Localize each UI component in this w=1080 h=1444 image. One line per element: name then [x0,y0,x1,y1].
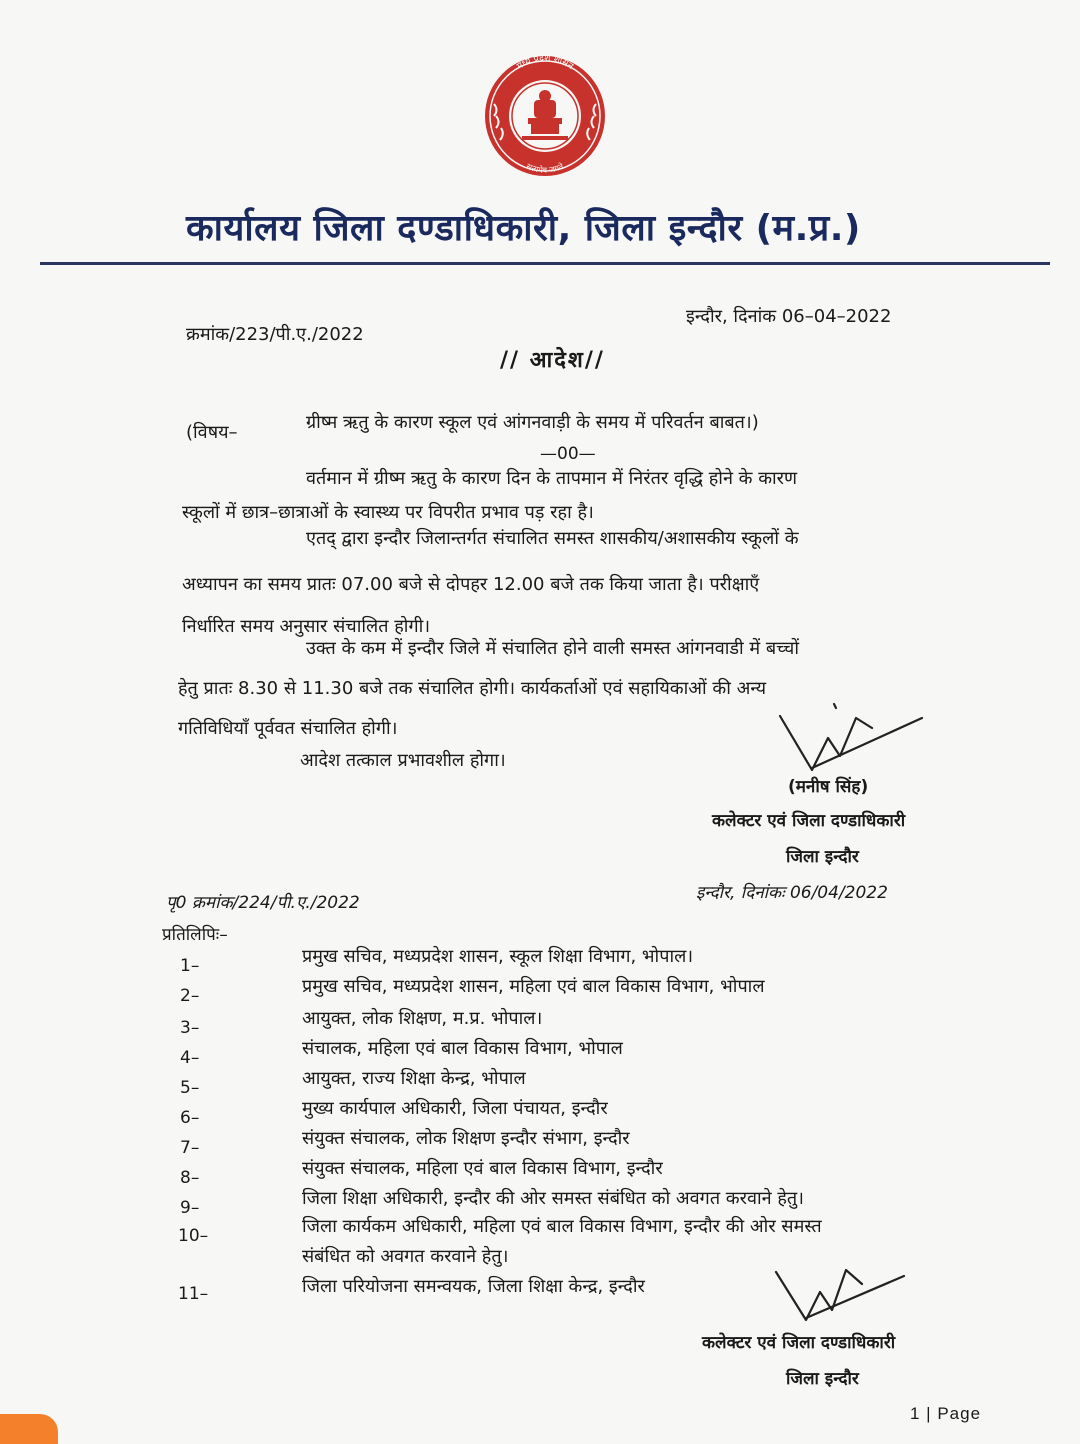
copy-item-number: 11– [178,1284,209,1304]
copy-item-text: संचालक, महिला एवं बाल विकास विभाग, भोपाल [302,1038,623,1059]
subject-divider: —00— [540,444,596,464]
copy-item-number: 3– [180,1018,200,1038]
endorsement-number: पृ0 क्रमांक/224/पी.ए./2022 [166,893,360,913]
copy-label: प्रतिलिपिः– [162,925,228,945]
header-rule [40,262,1050,265]
body-line: गतिविधियॉं पूर्ववत संचालित होगी। [178,718,398,739]
signatory-designation: कलेक्टर एवं जिला दण्डाधिकारी [712,811,906,831]
body-line: आदेश तत्काल प्रभावशील होगा। [300,750,506,771]
order-place-date: इन्दौर, दिनांक 06–04–2022 [686,306,892,327]
copy-item-text: प्रमुख सचिव, मध्यप्रदेश शासन, स्कूल शिक्षा विभाग, भोपाल। [302,946,694,967]
copy-item-text-continued: संबंधित को अवगत करवाने हेतु। [302,1246,509,1267]
endorsement-place-date: इन्दौर, दिनांकः 06/04/2022 [696,883,888,903]
footer-designation: कलेक्टर एवं जिला दण्डाधिकारी [702,1333,896,1353]
body-line: निर्धारित समय अनुसार संचालित होगी। [182,616,431,637]
copy-item-number: 2– [180,986,200,1006]
signatory-district: जिला इन्दौर [786,847,859,867]
copy-item-text: मुख्य कार्यपाल अधिकारी, जिला पंचायत, इन्दौर [302,1098,608,1119]
order-number: क्रमांक/223/पी.ए./2022 [186,324,364,345]
copy-item-text: संयुक्त संचालक, महिला एवं बाल विकास विभाग, इन्दौर [302,1158,663,1179]
body-line: उक्त के कम में इन्दौर जिले में संचालित होने वाली समस्त आंगनवाडी में बच्चों [306,638,800,659]
emblem-bottom-text: सत्यमेव जयते [525,161,565,175]
body-line: एतद् द्वारा इन्दौर जिलान्तर्गत संचालित समस्त शासकीय/अशासकीय स्कूलों के [306,528,799,549]
copy-item-number: 4– [180,1048,200,1068]
footer-district: जिला इन्दौर [786,1369,859,1389]
copy-item-text: आयुक्त, लोक शिक्षण, म.प्र. भोपाल। [302,1008,543,1029]
madhya-pradesh-emblem [482,42,608,190]
body-line: अध्यापन का समय प्रातः 07.00 बजे से दोपहर 12.00 बजे तक किया जाता है। परीक्षाएँ [182,574,760,595]
copy-item-text: प्रमुख सचिव, मध्यप्रदेश शासन, महिला एवं बाल विकास विभाग, भोपाल [302,976,765,997]
copy-item-text: संयुक्त संचालक, लोक शिक्षण इन्दौर संभाग, इन्दौर [302,1128,630,1149]
copy-item-text: आयुक्त, राज्य शिक्षा केन्द्र, भोपाल [302,1068,526,1089]
copy-item-text: जिला कार्यकम अधिकारी, महिला एवं बाल विकास विभाग, इन्दौर की ओर समस्त [302,1216,822,1237]
copy-item-number: 5– [180,1078,200,1098]
copy-item-text: जिला शिक्षा अधिकारी, इन्दौर की ओर समस्त संबंधित को अवगत करवाने हेतु। [302,1188,805,1209]
copy-item-number: 8– [180,1168,200,1188]
subject-text: ग्रीष्म ऋतु के कारण स्कूल एवं आंगनवाड़ी के समय में परिवर्तन बाबत।) [306,412,759,433]
body-line: स्कूलों में छात्र–छात्राओं के स्वास्थ्य पर विपरीत प्रभाव पड़ रहा है। [182,502,594,523]
body-line: वर्तमान में ग्रीष्म ऋतु के कारण दिन के तापमान में निरंतर वृद्धि होने के कारण [306,468,798,489]
signatory-name: (मनीष सिंह) [788,777,869,797]
emblem-top-text: मध्य प्रदेश शासन [515,53,575,73]
copy-item-text: जिला परियोजना समन्वयक, जिला शिक्षा केन्द्र, इन्दौर [302,1276,645,1297]
office-title: कार्यालय जिला दण्डाधिकारी, जिला इन्दौर (म.प्र.) [186,208,861,249]
copy-item-number: 7– [180,1138,200,1158]
copy-item-number: 1– [180,956,200,976]
page-number: 1 | Page [910,1404,982,1423]
subject-label: (विषय– [186,422,238,443]
copy-item-number: 9– [180,1198,200,1218]
copy-item-number: 6– [180,1108,200,1128]
copy-item-number: 10– [178,1226,209,1246]
order-heading: // आदेश// [500,348,605,373]
body-line: हेतु प्रातः 8.30 से 11.30 बजे तक संचालित होगी। कार्यकर्ताओं एवं सहायिकाओं की अन्य [178,678,767,699]
